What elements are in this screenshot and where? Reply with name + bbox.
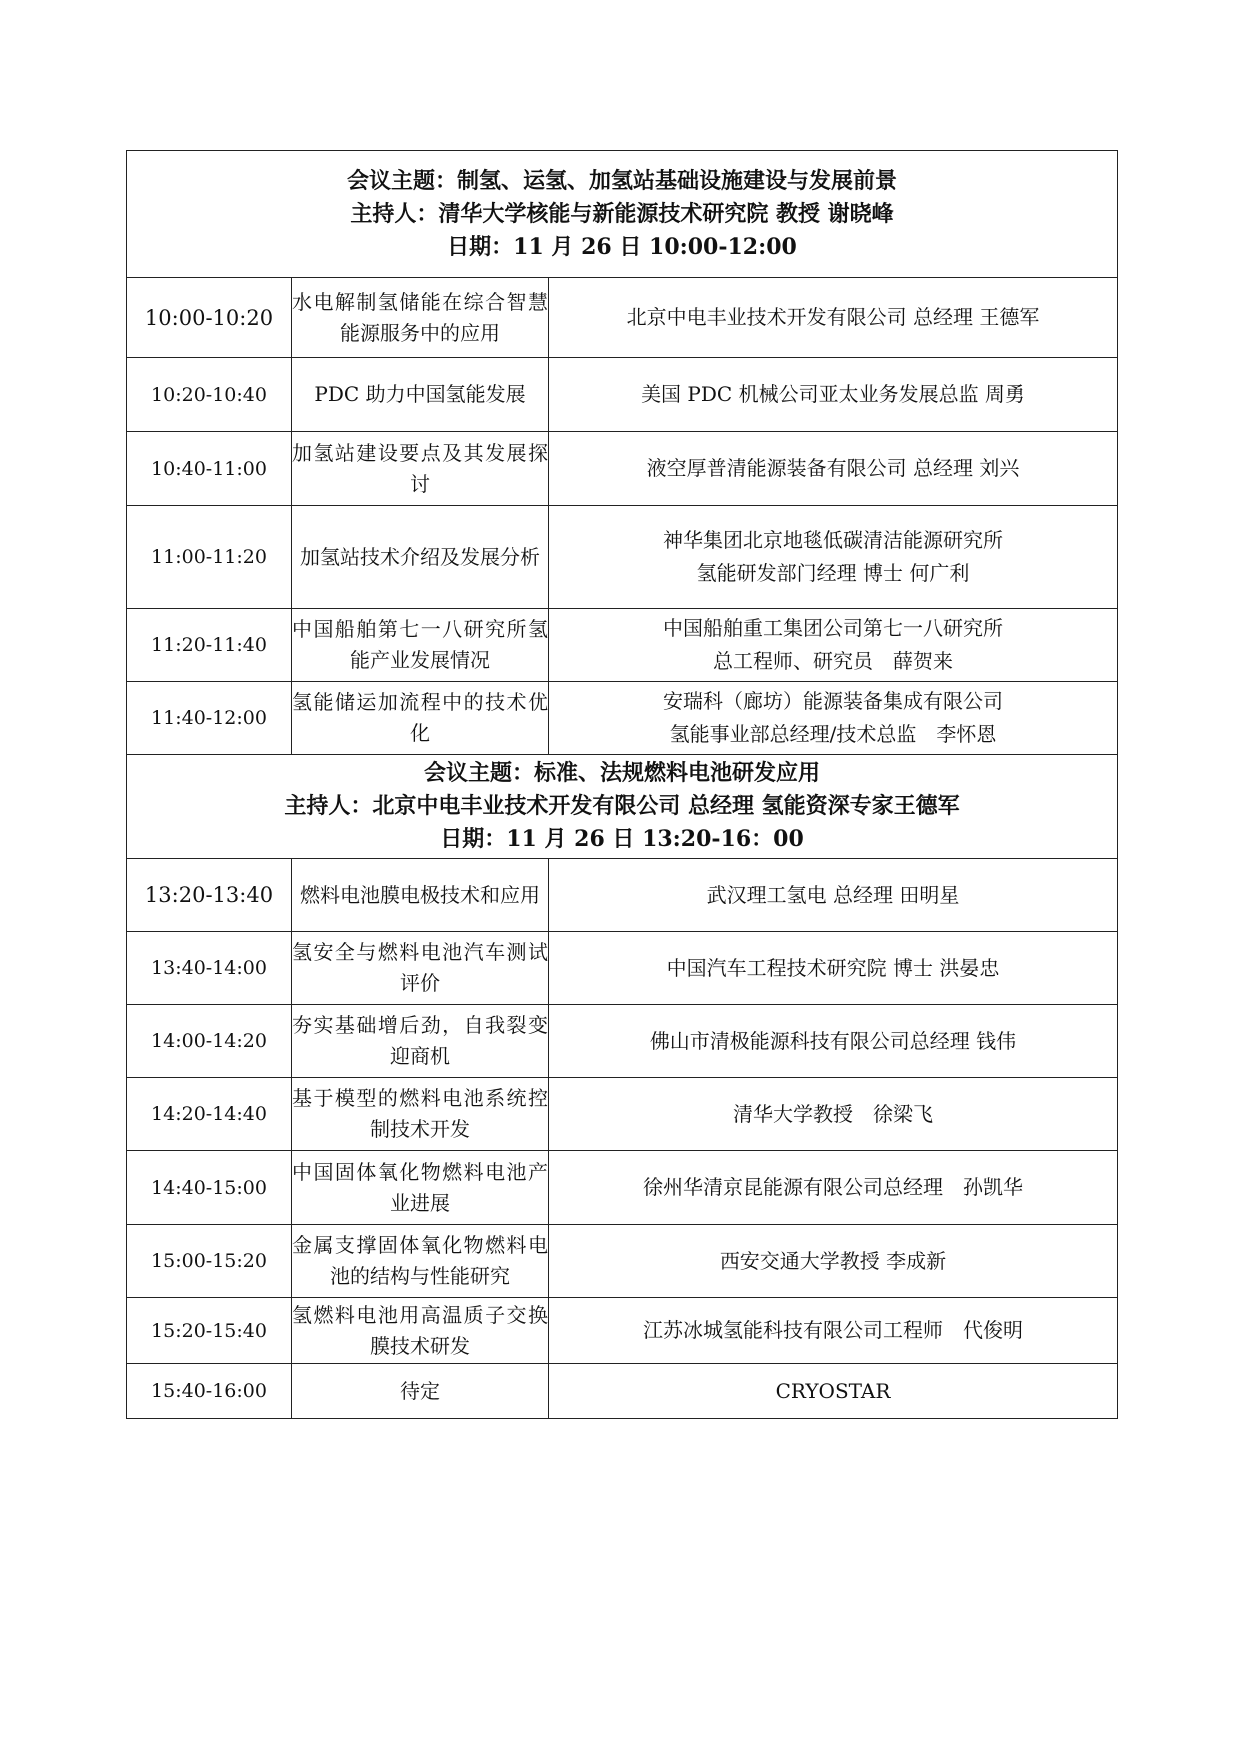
time-slot: 11:40-12:00 (127, 682, 292, 755)
agenda-row (127, 432, 1118, 506)
talk-topic: PDC 助力中国氢能发展 (292, 358, 549, 432)
agenda-body (127, 151, 1118, 1419)
time-slot: 10:20-10:40 (127, 358, 292, 432)
speaker-info (549, 278, 1118, 358)
speaker-line: 西安交通大学教授 李成新 (719, 1248, 947, 1273)
session-date: 日期：11 月 26 日 10:00-12:00 (447, 233, 797, 260)
session-header-row (127, 151, 1118, 278)
talk-topic: 中国固体氧化物燃料电池产业进展 (292, 1151, 549, 1225)
talk-topic: 夯实基础增后劲，自我裂变迎商机 (292, 1005, 549, 1078)
talk-topic: 氢燃料电池用高温质子交换膜技术研发 (292, 1298, 549, 1364)
agenda-row (127, 1225, 1118, 1298)
session-theme: 会议主题：标准、法规燃料电池研发应用 (423, 760, 820, 786)
session-host: 主持人：清华大学核能与新能源技术研究院 教授 谢晓峰 (350, 200, 894, 227)
speaker-line: 氢能事业部总经理/技术总监 李怀恩 (669, 722, 997, 746)
speaker-line: 中国船舶重工集团公司第七一八研究所 (663, 616, 1003, 640)
speaker-line: 美国 PDC 机械公司亚太业务发展总监 周勇 (641, 382, 1025, 406)
talk-topic: 加氢站建设要点及其发展探讨 (292, 432, 549, 506)
speaker-info (549, 1225, 1118, 1298)
agenda-row (127, 682, 1118, 755)
agenda-row (127, 859, 1118, 932)
speaker-line: CRYOSTAR (775, 1378, 891, 1403)
speaker-line: 中国汽车工程技术研究院 博士 洪晏忠 (666, 955, 1000, 980)
speaker-line: 清华大学教授 徐梁飞 (733, 1101, 933, 1126)
session-theme: 会议主题：制氢、运氢、加氢站基础设施建设与发展前景 (346, 167, 897, 194)
time-slot: 14:00-14:20 (127, 1005, 292, 1078)
speaker-line: 佛山市清极能源科技有限公司总经理 钱伟 (649, 1028, 1017, 1053)
speaker-line: 徐州华清京昆能源有限公司总经理 孙凯华 (643, 1175, 1023, 1199)
speaker-info (549, 1298, 1118, 1364)
talk-topic: 基于模型的燃料电池系统控制技术开发 (292, 1078, 549, 1151)
speaker-info (549, 609, 1118, 682)
session-header-row (127, 755, 1118, 859)
speaker-line: 安瑞科（廊坊）能源装备集成有限公司 (663, 689, 1003, 713)
talk-topic: 金属支撑固体氧化物燃料电池的结构与性能研究 (292, 1225, 549, 1298)
agenda-row (127, 609, 1118, 682)
speaker-info (549, 1151, 1118, 1225)
session-host: 主持人：北京中电丰业技术开发有限公司 总经理 氢能资深专家王德军 (284, 793, 960, 819)
agenda-table (126, 150, 1118, 1419)
agenda-row (127, 1298, 1118, 1364)
speaker-line: 液空厚普清能源装备有限公司 总经理 刘兴 (646, 456, 1020, 480)
session-date: 日期：11 月 26 日 13:20-16：00 (440, 826, 804, 852)
speaker-info (549, 1364, 1118, 1419)
talk-topic: 水电解制氢储能在综合智慧能源服务中的应用 (292, 278, 549, 358)
speaker-info (549, 358, 1118, 432)
talk-topic: 燃料电池膜电极技术和应用 (292, 859, 549, 932)
agenda-row (127, 358, 1118, 432)
time-slot: 14:40-15:00 (127, 1151, 292, 1225)
speaker-info (549, 682, 1118, 755)
agenda-row (127, 1005, 1118, 1078)
session-header (127, 151, 1118, 278)
talk-topic: 待定 (292, 1364, 549, 1419)
speaker-info (549, 432, 1118, 506)
talk-topic: 氢能储运加流程中的技术优化 (292, 682, 549, 755)
agenda-row (127, 1364, 1118, 1419)
time-slot: 15:40-16:00 (127, 1364, 292, 1419)
agenda-row (127, 1151, 1118, 1225)
time-slot: 15:20-15:40 (127, 1298, 292, 1364)
time-slot: 10:00-10:20 (127, 278, 292, 358)
speaker-line: 神华集团北京地毯低碳清洁能源研究所 (663, 528, 1003, 552)
time-slot: 13:40-14:00 (127, 932, 292, 1005)
speaker-info (549, 1005, 1118, 1078)
speaker-line: 江苏冰城氢能科技有限公司工程师 代俊明 (643, 1318, 1023, 1342)
speaker-line: 氢能研发部门经理 博士 何广利 (696, 561, 970, 585)
agenda-row (127, 932, 1118, 1005)
talk-topic: 氢安全与燃料电池汽车测试评价 (292, 932, 549, 1005)
agenda-row (127, 278, 1118, 358)
speaker-line: 武汉理工氢电 总经理 田明星 (706, 882, 960, 907)
speaker-info (549, 859, 1118, 932)
time-slot: 11:20-11:40 (127, 609, 292, 682)
speaker-line: 北京中电丰业技术开发有限公司 总经理 王德军 (626, 305, 1040, 329)
time-slot: 13:20-13:40 (127, 859, 292, 932)
talk-topic: 加氢站技术介绍及发展分析 (292, 506, 549, 609)
time-slot: 15:00-15:20 (127, 1225, 292, 1298)
speaker-info (549, 932, 1118, 1005)
speaker-line: 总工程师、研究员 薛贺来 (713, 649, 953, 673)
agenda-row (127, 1078, 1118, 1151)
talk-topic: 中国船舶第七一八研究所氢能产业发展情况 (292, 609, 549, 682)
agenda-row (127, 506, 1118, 609)
session-header (127, 755, 1118, 859)
time-slot: 10:40-11:00 (127, 432, 292, 506)
speaker-info (549, 1078, 1118, 1151)
time-slot: 14:20-14:40 (127, 1078, 292, 1151)
speaker-info (549, 506, 1118, 609)
time-slot: 11:00-11:20 (127, 506, 292, 609)
